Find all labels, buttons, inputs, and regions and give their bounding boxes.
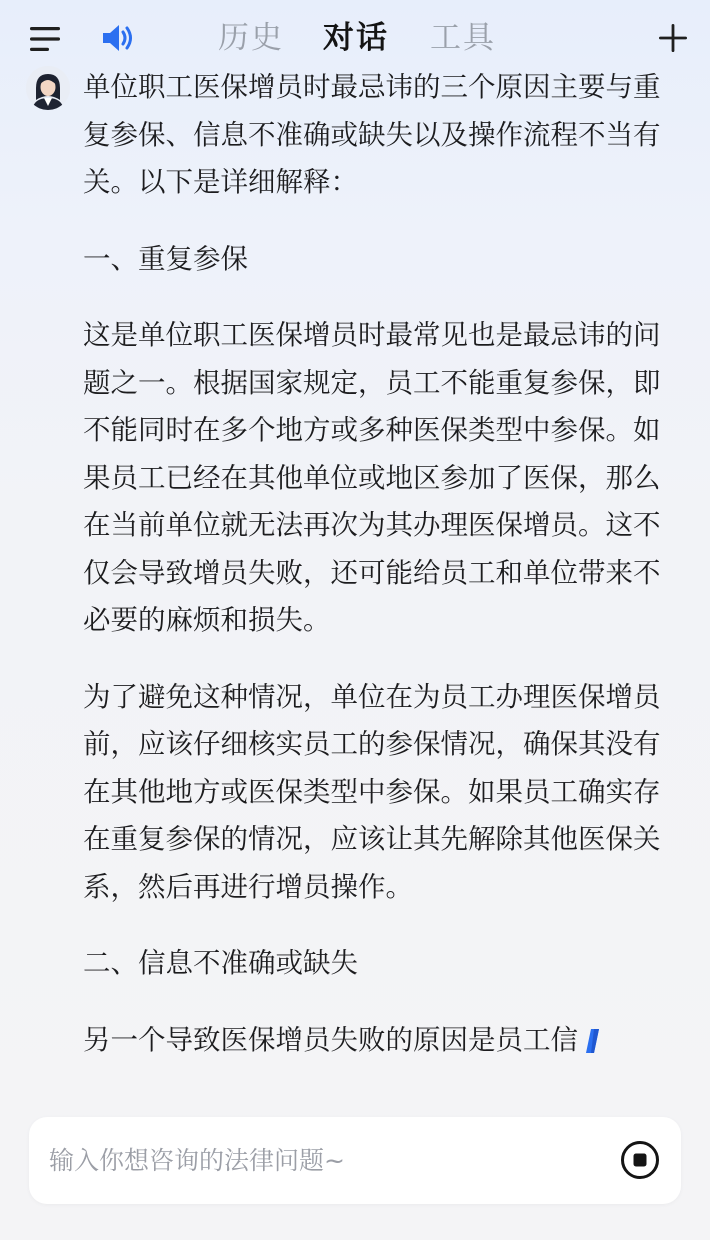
message-heading: 一、重复参保: [83, 242, 248, 275]
message-paragraph-streaming: [83, 1017, 668, 1065]
message-heading: 二、信息不准确或缺失: [83, 947, 358, 979]
chat-input-bar: [29, 1117, 681, 1204]
tab-chat[interactable]: 对话: [323, 20, 389, 56]
message-paragraph: 这是单位职工医保增员时最常见也是最忌讳的问题之一。根据国家规定，员工不能重复参保，即不能同时在多个地方或多种医保类型中参保。如果员工已经在其他单位或地区参加了医保，那么在当前单位就无法再次为其办理医保增员。这不仅会导致增员失败，还可能给员工和单位带来不必要的麻烦和损失。: [83, 319, 661, 636]
message-paragraph: 为了避免这种情况，单位在为员工办理医保增员前，应该仔细核实员工的参保情况，确保其没有在其他地方或医保类型中参保。如果员工确实存在重复参保的情况，应该让其先解除其他医保关系，然后再进行增员操作。: [83, 680, 661, 903]
assistant-avatar: [26, 66, 70, 110]
assistant-message: [83, 64, 668, 1064]
assistant-avatar-image: [26, 66, 70, 110]
question-input[interactable]: [49, 1137, 589, 1183]
tab-tools[interactable]: 工具: [430, 20, 496, 56]
plus-icon[interactable]: [656, 21, 690, 55]
message-paragraph: 单位职工医保增员时最忌讳的三个原因主要与重复参保、信息不准确或缺失以及操作流程不当有关。以下是详细解释：: [83, 71, 661, 198]
streaming-text: 另一个导致医保增员失败的原因是员工信: [83, 1023, 578, 1056]
tab-history[interactable]: 历史: [218, 20, 284, 56]
stop-generating-icon[interactable]: [619, 1139, 661, 1181]
speaker-volume-icon[interactable]: [100, 22, 136, 54]
streaming-cursor-icon: [582, 1028, 604, 1054]
hamburger-menu-icon[interactable]: [28, 24, 62, 54]
